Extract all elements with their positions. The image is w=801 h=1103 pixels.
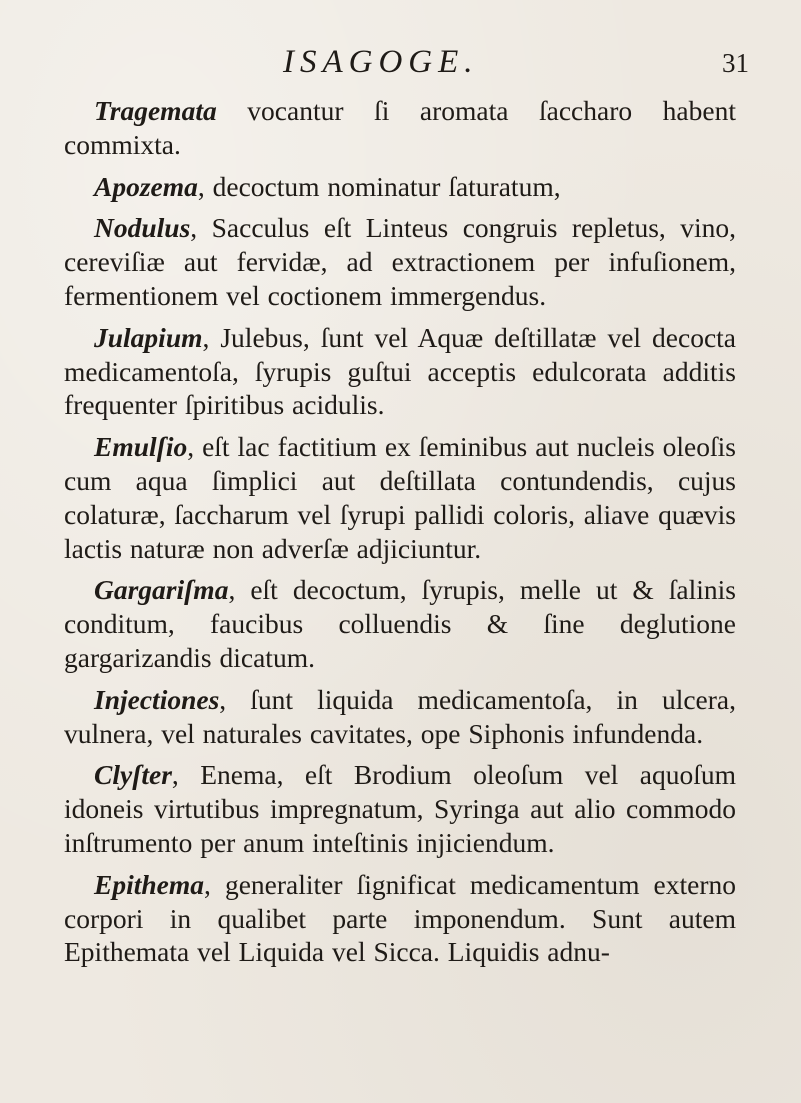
entry-text: , eſt lac factitium ex ſeminibus aut nucleis oleoſis cum aqua ſimplici aut deſtillata contundendis, cujus colaturæ, ſaccharum vel ſyrupi pallidi coloris, aliave quævis lactis naturæ non adverſæ adjiciuntur. (64, 431, 736, 564)
entry-text: , ſunt liquida medicamentoſa, in ulcera, vulnera, vel naturales cavitates, ope Siphonis infundenda. (64, 683, 736, 749)
entry-text: , eſt decoctum, ſyrupis, melle ut & ſalinis conditum, faucibus colluendis & ſine deglutione gargarizandis dicatum. (64, 574, 736, 673)
entry-term: Epithema (94, 868, 205, 900)
entry-gargarisma (64, 573, 736, 674)
entry-text: , Enema, eſt Brodium oleoſum vel aquoſum idoneis virtutibus impregnatum, Syringa aut alio commodo inſtrumento per anum inteſtinis injiciendum. (64, 759, 736, 858)
entry-text: , Sacculus eſt Linteus congruis repletus, vino, cereviſiæ aut fervidæ, ad extractionem per infuſionem, fermentionem vel coctionem immergendus. (64, 212, 736, 311)
entry-injectiones (64, 683, 736, 751)
entry-term: Injectiones (94, 683, 220, 715)
entry-apozema (64, 170, 736, 204)
entry-text: , Julebus, ſunt vel Aquæ deſtillatæ vel decocta medicamentoſa, ſyrupis guſtui acceptis edulcorata additis frequenter ſpiritibus acidulis. (64, 321, 736, 421)
page-number: 31 (722, 48, 749, 78)
entry-term: Tragemata (94, 95, 217, 126)
entry-epithema (64, 868, 736, 969)
entry-term: Julapium (94, 321, 203, 353)
entry-julapium (64, 321, 736, 422)
entry-clyster (64, 758, 736, 859)
entry-term: Nodulus (94, 212, 191, 244)
entry-term: Emulſio (94, 431, 188, 463)
entry-term: Clyſter (94, 759, 172, 791)
entry-term: Gargariſma (94, 574, 229, 606)
page-body (64, 94, 736, 969)
entry-tragemata (64, 94, 736, 162)
entry-text: vocantur ſi aromata ſaccharo habent commixta. (64, 95, 736, 160)
entry-nodulus (64, 211, 736, 312)
page-header (0, 44, 801, 94)
entry-emulsio (64, 430, 736, 565)
entry-text: , generaliter ſignificat medicamentum externo corpori in qualibet parte imponendum. Sunt autem Epithemata vel Liquida vel Sicca. Liquidis adnu- (64, 868, 736, 968)
entry-text: , decoctum nominatur ſaturatum, (197, 170, 561, 202)
entry-term: Apozema (94, 170, 198, 202)
running-title: ISAGOGE. (283, 44, 479, 80)
